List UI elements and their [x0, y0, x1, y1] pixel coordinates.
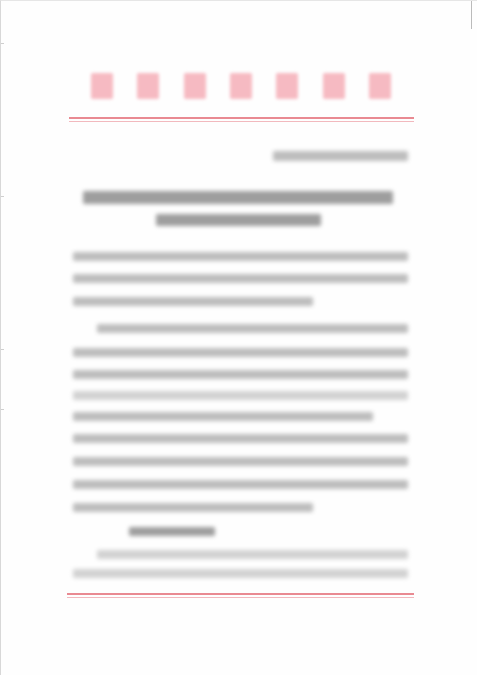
scan-edge-mark	[1, 409, 4, 410]
letterhead-char	[323, 73, 345, 99]
body-line	[73, 348, 408, 357]
scan-edge-mark	[1, 196, 4, 197]
header-red-rule-thin	[69, 121, 414, 122]
body-line	[73, 480, 408, 489]
scan-edge-mark	[1, 43, 4, 44]
letterhead-char	[276, 73, 298, 99]
body-line	[73, 297, 313, 306]
header-red-rule	[69, 117, 414, 119]
scan-edge-mark	[471, 1, 472, 29]
body-line	[97, 324, 408, 333]
letterhead-char	[184, 73, 206, 99]
footer-red-rule	[67, 593, 414, 595]
letterhead-title	[91, 73, 391, 105]
closing-heading	[129, 527, 215, 536]
closing-line	[73, 569, 408, 578]
body-line	[73, 457, 408, 466]
body-line	[73, 274, 408, 283]
letterhead-char	[369, 73, 391, 99]
body-line	[73, 252, 408, 261]
body-line	[73, 391, 408, 400]
footer-red-rule-thin	[67, 597, 414, 598]
letterhead-char	[137, 73, 159, 99]
body-line	[73, 503, 313, 512]
letterhead-char	[230, 73, 252, 99]
body-line	[73, 434, 408, 443]
scan-edge-mark	[1, 349, 4, 350]
document-title-line-2	[156, 214, 321, 226]
closing-line	[97, 550, 408, 559]
body-line	[73, 412, 373, 421]
body-line	[73, 370, 408, 379]
document-title-line-1	[83, 191, 393, 204]
letterhead-char	[91, 73, 113, 99]
document-number	[273, 151, 408, 161]
